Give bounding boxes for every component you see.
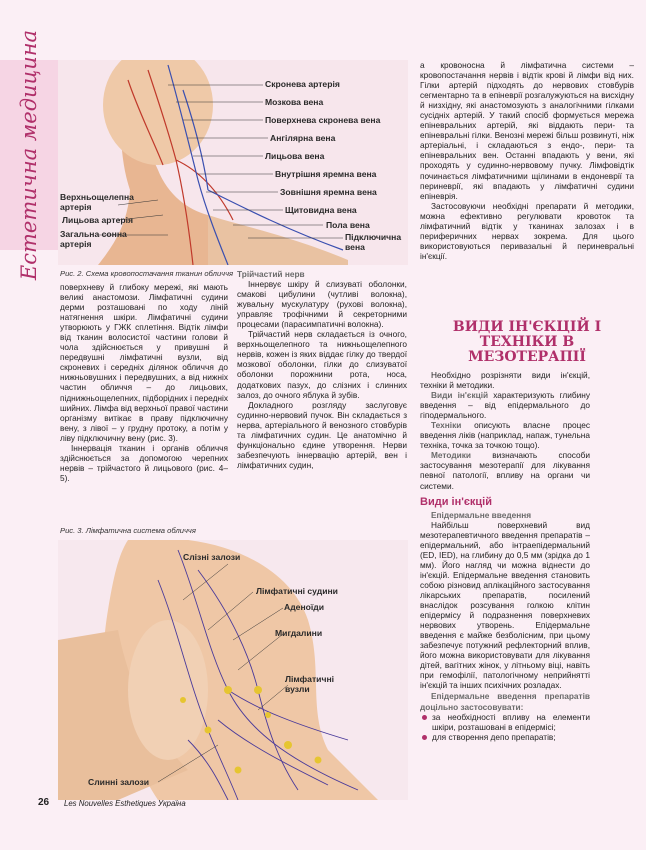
label-lymph-vessels: Лімфатичні судини [256, 586, 338, 596]
label-lacrimal-glands: Слізні залози [183, 552, 241, 562]
label-maxillary-artery: Верхньощелепна артерія [60, 192, 134, 212]
side-tab-label: Естетична медицина [17, 29, 41, 281]
label-common-carotid-artery: Загальна сонна артерія [60, 229, 127, 249]
subheading-trigeminal: Трійчастий нерв [237, 269, 305, 279]
list-item: для створення депо препаратів; [420, 732, 590, 742]
label-salivary-glands: Слинні залози [88, 777, 150, 787]
figure-lymphatic [58, 540, 408, 800]
section-heading-injection-types: ВИДИ ІН'ЄКЦІЙ І ТЕХНІКИ В МЕЗОТЕРАПІЇ [452, 319, 602, 365]
column-3-top [420, 60, 634, 261]
label-adenoids: Аденоїди [284, 602, 325, 612]
page-footer [0, 797, 646, 817]
term-methods: Методики [431, 450, 471, 461]
col3-paragraph: Епідермальне введення препаратів доцільно застосовувати: [420, 691, 590, 712]
label-facial-vein: Лицьова вена [265, 151, 325, 161]
column-2 [237, 268, 407, 470]
label-tonsils: Мигдалини [275, 628, 323, 638]
label-subclavian-vein: Підключична вена [345, 232, 402, 252]
magazine-name: Les Nouvelles Esthetiques Україна [64, 799, 186, 808]
col2-paragraph: Докладного розгляду заслуговує судинно-нервовий пучок. Він складається з нерва, артеріального й венозного стовбурів та лімфатичних судин. Це анатомічно й функціонально єдине утворення. Нерви забезпечують іннервацію артерій, вен і лімфатичних судин, [237, 399, 407, 470]
page-number: 26 [38, 797, 50, 808]
col2-paragraph: Трійчастий нерв складається із очного, верхньощелепного та нижньощелепного нервів, кожен із яких віддає гілку до твердої мозкової оболонки, гілки до слизуватої оболонки порожнини рота, носа, додаткових пазух, до слізних і слинних залоз, до очного яблука й зубів. [237, 329, 407, 400]
col3-paragraph: Необхідно розрізняти види ін'єкцій, техніки й методики. [420, 370, 590, 391]
subsection-heading: Види ін'єкцій [420, 495, 492, 508]
subheading-epidermal: Епідермальне введення [431, 509, 532, 520]
side-tab [0, 29, 58, 281]
term-techniques: Техніки [431, 420, 462, 431]
label-facial-artery: Лицьова артерія [62, 215, 134, 225]
lymphatic-illustration [58, 540, 408, 800]
column-1 [60, 282, 228, 483]
col2-paragraph: Іннервує шкіру й слизуваті оболонки, смакові цибулини (чутливі волокна), жувальну мускулатуру (рухові волокна), управляє трофічними й секреторними процесами (парасимпатичні волокна). [237, 279, 407, 330]
column-3-bottom [420, 370, 590, 742]
figure2-caption: Рис. 2. Схема кровопостачання тканин обличчя [60, 269, 234, 278]
col3-paragraph: Застосовуючи необхідні препарати й методики, можна ефективно регулювати кровоток та лімфатичний відтік у тканинах залозах і в периферичних нервах зокрема. Для цього використовуються перивазальні й периневральні ін'єкції. [420, 200, 634, 261]
label-thyroid-vein: Щитовидна вена [285, 205, 357, 215]
list-item: за необхідності впливу на елементи шкіри, розташовані в епідермісі; [420, 712, 590, 732]
label-internal-jugular-vein: Внутрішня яремна вена [275, 169, 377, 179]
label-angular-vein: Ангілярна вена [270, 133, 336, 143]
term-injection-types: Види ін'єкцій [431, 390, 489, 401]
label-cerebral-vein: Мозкова вена [265, 97, 324, 107]
col1-paragraph: Іннервація тканин і органів обличчя здійснюється за допомогою черепних нервів – трійчастого й лицьового (рис. 4–5). [60, 442, 228, 483]
label-external-jugular-vein: Зовнішня яремна вена [280, 187, 377, 197]
col3-paragraph: Найбільш поверхневий вид мезотерапевтичного введення препаратів – епідермальний, або інтраепідермальний (ED, IED), на глибину до 0,5 мм (зрідка до 1 мм). Його нагляд чи можна віднести до ін'єкцій. Епідермальне введення становить собою різновид аплікаційного застосування лікарських препаратів, посилений внаслідок розсування голкою клітин епідермісу й подразнення поверхневих нервових утворень. Епідермальне введення є майже безболісним, при цьому забезпечує потужний рефлекторний вплив, його можна використовувати для лікування дітей, вагітних жінок, у літньому віці, навіть при гемофілії, патологічному неприйнятті ін'єкцій та інших психічних розладах. [420, 519, 590, 691]
figure-blood-supply [58, 60, 408, 265]
figure3-caption: Рис. 3. Лімфатична система обличчя [60, 526, 196, 535]
label-superficial-temporal-vein: Поверхнева скронева вена [265, 115, 381, 125]
label-temporal-artery: Скронева артерія [265, 79, 340, 89]
col3-text: характеризують глибину введення – від епідермального до гіподермального. [420, 390, 590, 421]
label-lymph-nodes: Лімфатичні вузли [285, 674, 335, 694]
col3-text: визначають способи застосування мезотерапії для лікування певної патології, впливу на органи чи системи. [420, 450, 590, 491]
col3-paragraph: а кровоносна й лімфатична системи – кровопостачання нервів і відтік крові й лімфи від них. Гілки артерій підходять до нервових стовбурів сегментарно та в епіневрії розгалужуються на висхідну й низхідну, які анастомозують з аналогічними гілками сусідніх артерій. У такий спосіб формується мережа епіневральних артерій, які віддають пери- та епіневральні гілки. Венозні мережі більш розвинуті, ніж артеріальні, і складаються з ендо-, пери- та епіневральних вен. Останні впадають у вени, які проходять у судинно-нервовому пучку. Лімфовідтік починається лімфатичними щілинами в ендоневрії та периневрії, які впадають у лімфатичні судини епіневрія. [420, 60, 634, 201]
label-hollow-vein: Пола вена [326, 220, 370, 230]
col1-paragraph: поверхневу й глибоку мережі, які мають великі анастомози. Лімфатичні судини дерми розташовані по ходу ліній натягнення шкіри. Лімфатичні судини утворюють у ГЖК сплетіння. Відтік лімфи від тканин волосистої частини голови й чола здійснюється у привушні й передвушні лімфатичні вузли, від скроневих і середніх ділянок обличчя до нижньовушних і передвушних, а від нижніх частин обличчя – до лицьових, піднижньощелепних, підборідних і передніх шийних. Лімфа від верхньої правої частини організму витікає в праву підключичну вену, з лівої – у грудну протоку, а потім у ліву підключичну вену (рис. 3). [60, 282, 228, 443]
col3-text: описують власне процес введення ліків (наприклад, напаж, тунельна техніка, точка за точкою тощо). [420, 420, 590, 451]
indications-list [420, 712, 590, 742]
